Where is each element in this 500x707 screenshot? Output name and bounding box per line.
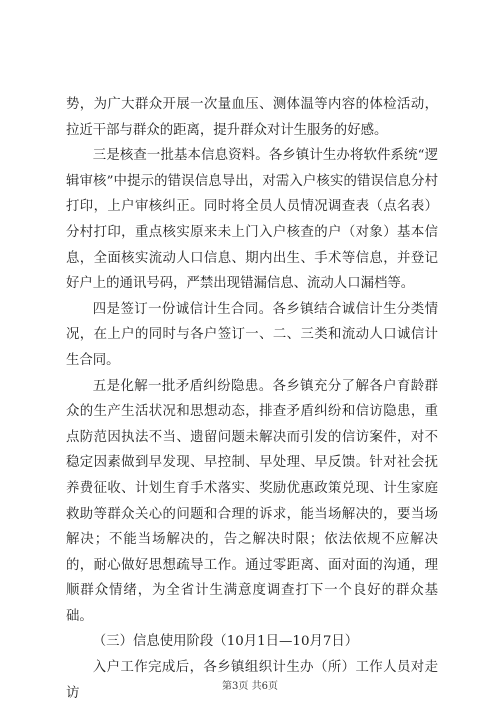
paragraph-continuation: 势，为广大群众开展一次量血压、测体温等内容的体检活动，拉近干部与群众的距离，提升群众对计生服务的好感。 [66, 97, 438, 138]
section-heading: （三）信息使用阶段（10月1日—10月7日） [92, 634, 359, 650]
paragraph-item-three: 三是核查一批基本信息资料。各乡镇计生办将软件系统“逻辑审核”中提示的错误信息导出，对需入户核实的错误信息分村打印，上户审核纠正。同时将全员人员情况调查表（点名表）分村打印，重点核实原来未上门入户核查的户（对象）基本信息，全面核实流动人口信息、期内出生、手术等信息，并登记好户上的通讯号码，严禁出现错漏信息、流动人口漏档等。 [66, 148, 438, 292]
document-body [66, 92, 438, 706]
page-number-footer: 第3页 共6页 [222, 681, 278, 692]
paragraph-item-four: 四是签订一份诚信计生合同。各乡镇结合诚信计生分类情况，在上户的同时与各户签订一、二、三类和流动人口诚信计生合同。 [66, 301, 438, 368]
paragraph-last: 入户工作完成后，各乡镇组织计生办（所）工作人员对走访 [66, 660, 438, 701]
paragraph-item-five: 五是化解一批矛盾纠纷隐患。各乡镇充分了解各户育龄群众的生产生活状况和思想动态，排查矛盾纠纷和信访隐患，重点防范因执法不当、遗留问题未解决而引发的信访案件，对不稳定因素做到早发现、早控制、早处理、早反馈。针对社会抚养费征收、计划生育手术落实、奖励优惠政策兑现、计生家庭救助等群众关心的问题和合理的诉求，能当场解决的，要当场解决；不能当场解决的，告之解决时限；依法依规不应解决的，耐心做好思想疏导工作。通过零距离、面对面的沟通，理顺群众情绪，为全省计生满意度调查打下一个良好的群众基础。 [66, 378, 438, 624]
